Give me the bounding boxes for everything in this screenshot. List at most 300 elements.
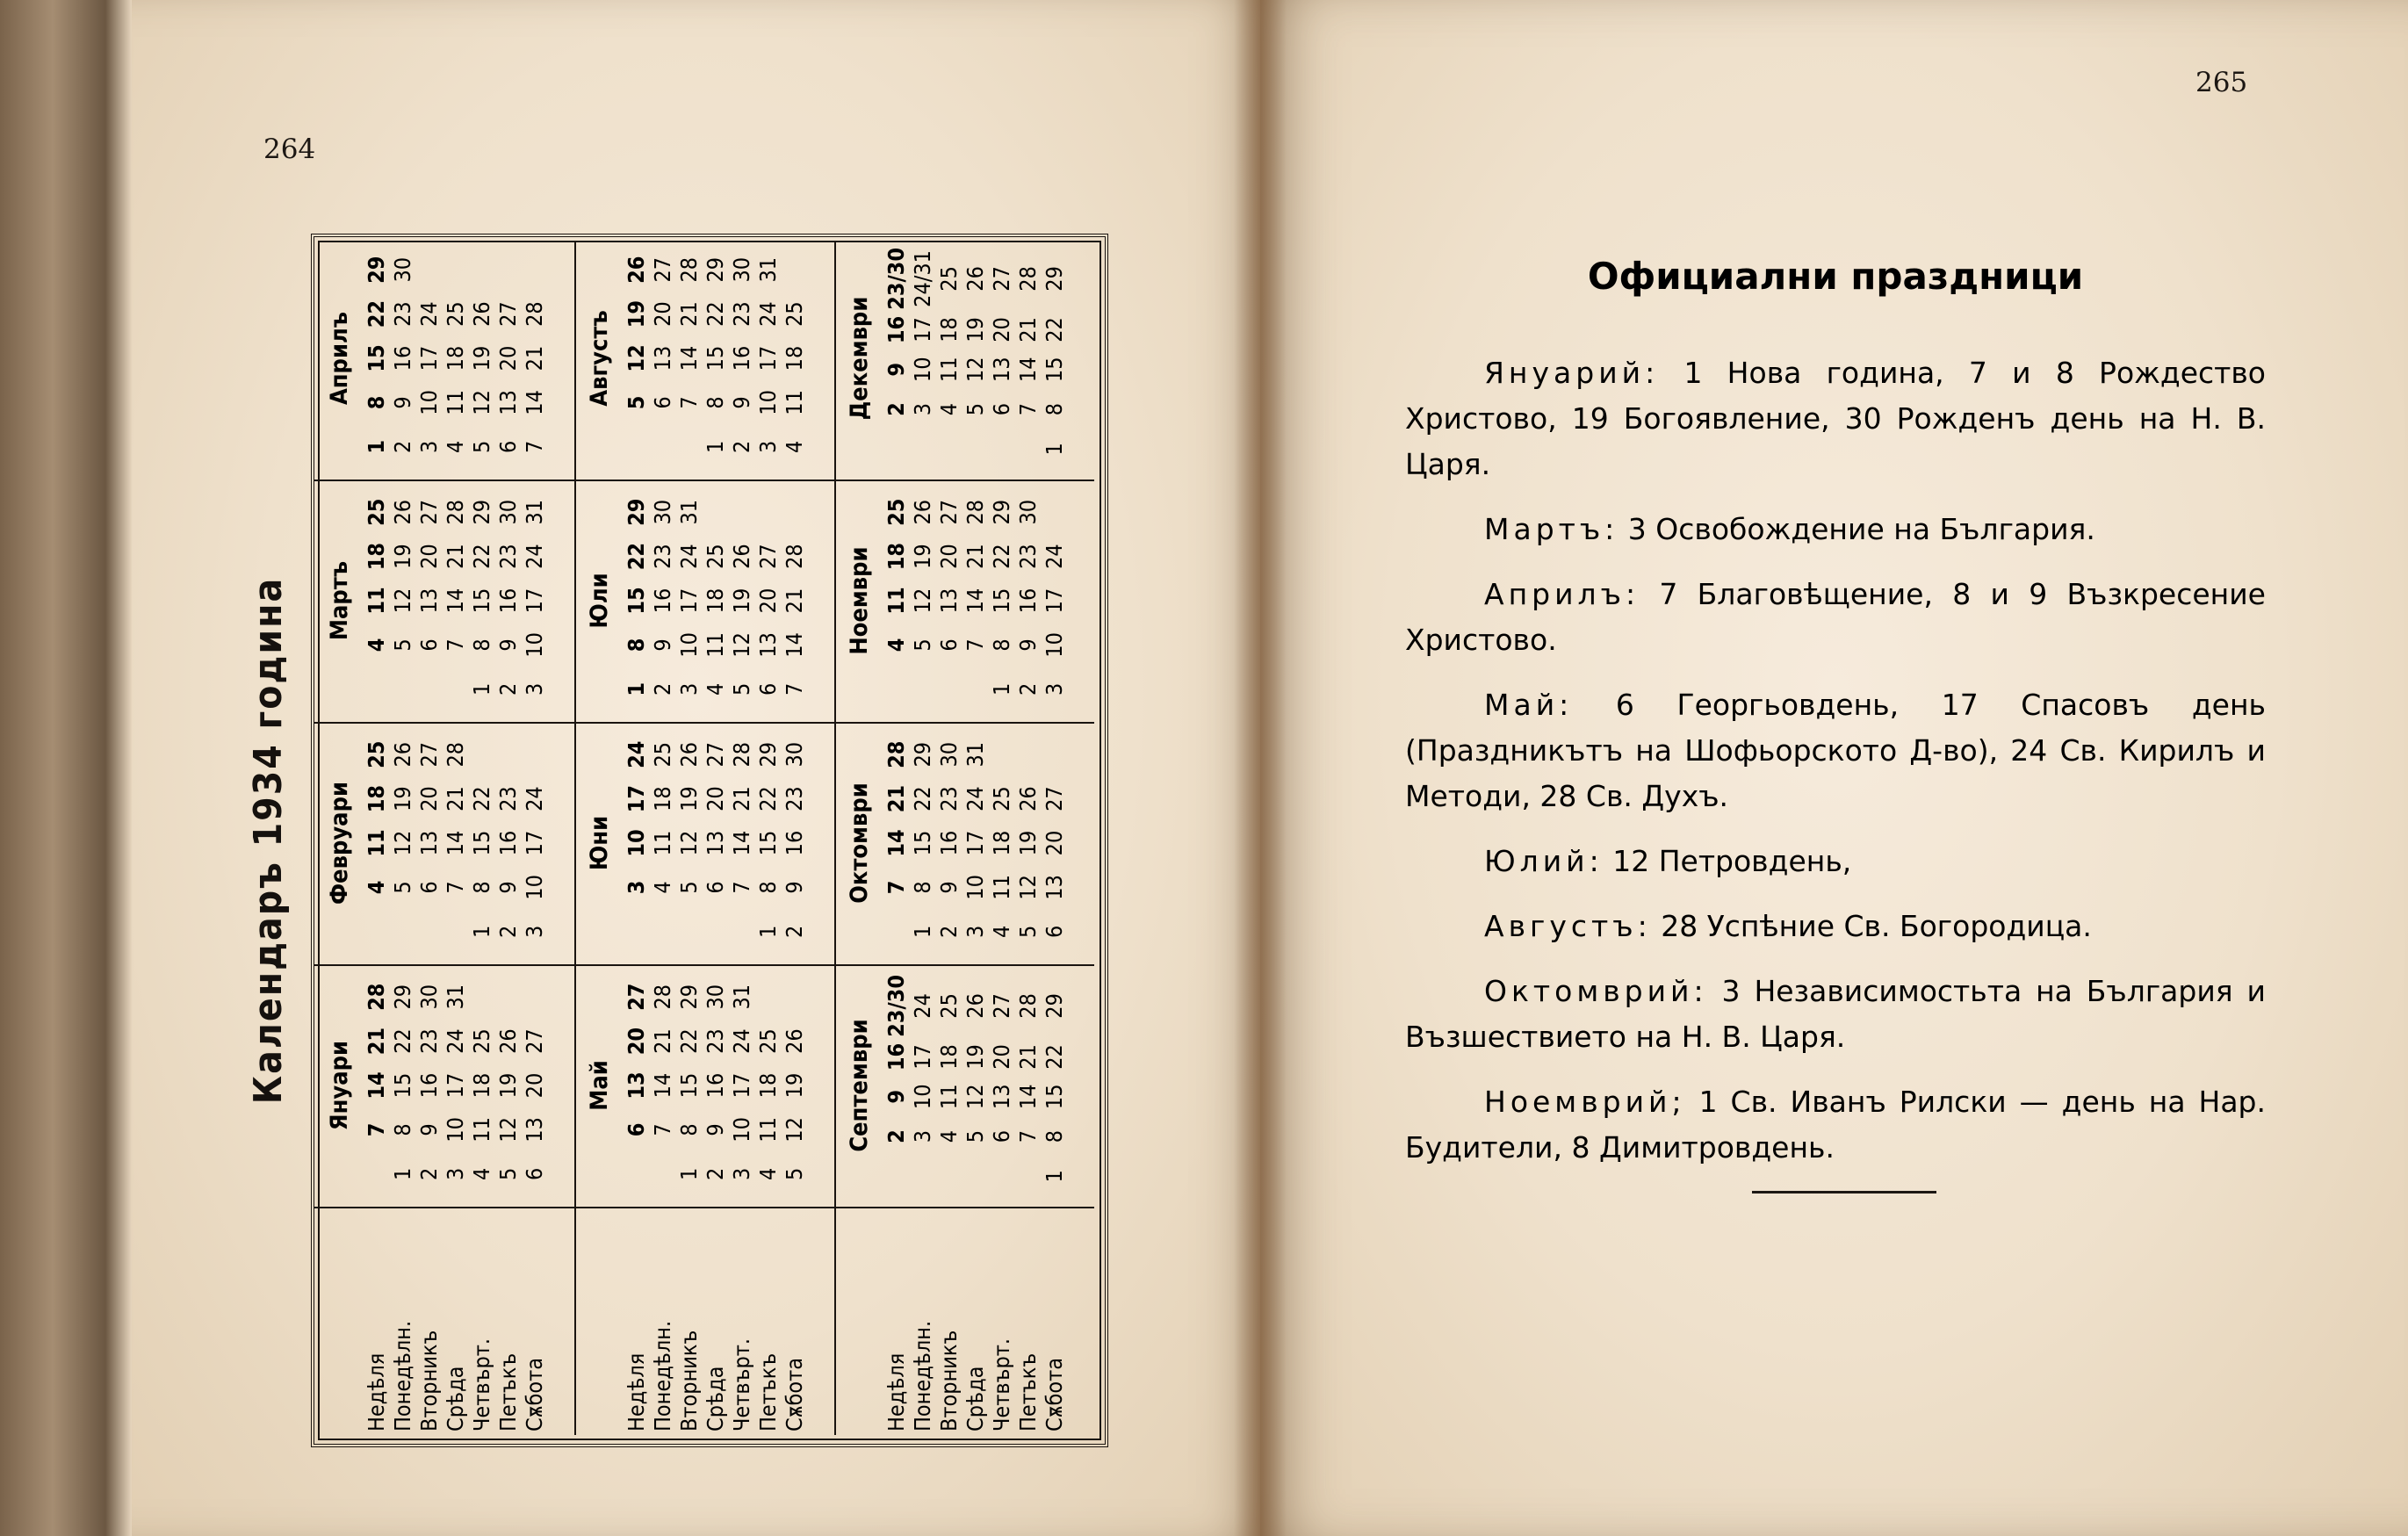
day-number <box>1042 490 1068 534</box>
column-divider <box>834 480 1094 481</box>
weekday-name: Понедѣлн. <box>390 1320 415 1431</box>
day-number: 5 <box>495 1167 521 1180</box>
day-number: 5 <box>910 638 935 652</box>
day-number: 28 <box>1015 266 1041 292</box>
day-number: 2 <box>650 682 675 696</box>
day-number: 17 <box>676 588 702 614</box>
day-number: 18 <box>703 588 728 614</box>
day-number: 19 <box>469 345 494 371</box>
day-number: 10 <box>416 390 442 415</box>
day-number: 14 <box>1015 1084 1041 1110</box>
day-number: 13 <box>650 345 675 371</box>
weekday-column <box>883 1212 1068 1431</box>
month-name: Декември <box>846 296 873 421</box>
day-number: 23 <box>495 544 521 569</box>
day-number: 22 <box>1042 1044 1067 1070</box>
day-number: 8 <box>703 396 728 409</box>
page-number-left: 264 <box>263 133 316 165</box>
day-number: 2 <box>390 440 415 453</box>
day-number: 5 <box>676 881 702 894</box>
day-number <box>390 910 416 954</box>
day-number: 6 <box>416 638 442 652</box>
day-number: 9 <box>782 881 807 894</box>
day-number <box>624 1152 650 1196</box>
day-number: 6 <box>989 1129 1014 1143</box>
day-number: 15 <box>755 830 781 856</box>
day-number: 7 <box>443 881 468 894</box>
day-number: 30 <box>390 256 415 283</box>
day-number: 9 <box>390 396 415 409</box>
day-number: 29 <box>624 498 649 526</box>
day-number: 7 <box>676 396 702 409</box>
day-number: 4 <box>755 1167 781 1180</box>
day-number: 8 <box>364 395 389 410</box>
day-number: 23 <box>495 786 521 811</box>
month-name: Юли <box>586 573 613 629</box>
day-number: 19 <box>390 786 415 811</box>
day-number: 8 <box>755 881 781 894</box>
day-number: 20 <box>989 317 1014 343</box>
day-number: 2 <box>416 1167 442 1180</box>
day-number: 28 <box>522 301 547 327</box>
day-number: 20 <box>650 301 675 327</box>
day-number: 27 <box>703 741 728 768</box>
official-holidays <box>1405 255 2266 1190</box>
day-number: 18 <box>650 786 675 811</box>
day-number: 1 <box>624 681 649 696</box>
holiday-entry <box>1405 572 2266 663</box>
day-number: 5 <box>962 402 988 416</box>
day-number: 17 <box>1042 588 1067 614</box>
day-number: 27 <box>650 256 675 283</box>
day-number: 11 <box>364 587 389 615</box>
month-days-grid <box>624 490 808 711</box>
day-number: 16 <box>1015 588 1041 614</box>
day-number <box>416 248 443 292</box>
day-number: 26 <box>962 993 988 1019</box>
day-number: 27 <box>989 266 1014 292</box>
day-number: 22 <box>676 1028 702 1054</box>
day-number: 10 <box>443 1117 468 1143</box>
day-number: 19 <box>1015 830 1041 856</box>
day-number <box>469 975 495 1019</box>
day-number: 15 <box>469 830 494 856</box>
day-number: 7 <box>1015 402 1041 416</box>
day-number: 12 <box>390 830 415 856</box>
day-number <box>883 1157 910 1196</box>
weekday-name: Петъкъ <box>1015 1352 1041 1431</box>
holiday-month: Ноемврий; <box>1484 1085 1686 1119</box>
day-number: 27 <box>624 983 649 1011</box>
day-number: 11 <box>650 830 675 856</box>
day-number: 10 <box>962 875 988 900</box>
weekday-column <box>364 1212 548 1431</box>
holiday-dates: 1 Св. Иванъ Рилски — день на Нар. Будители, 8 Димитровдень. <box>1405 1085 2266 1165</box>
holiday-entry <box>1405 682 2266 819</box>
day-number: 31 <box>729 984 754 1010</box>
holiday-dates: 6 Георгьовдень, 17 Спасовъ день (Праздникътъ на Шофьорското Д-во), 24 Св. Кирилъ и Методи, 28 Св. Духъ. <box>1405 688 2266 813</box>
day-number: 13 <box>989 357 1014 383</box>
holiday-entry <box>1405 507 2266 552</box>
weekday-name: Вторникъ <box>936 1330 962 1431</box>
day-number: 3 <box>443 1167 468 1180</box>
day-number: 16 <box>495 830 521 856</box>
day-number: 1 <box>703 440 728 453</box>
day-number: 25 <box>364 740 389 768</box>
weekday-name: Петъкъ <box>755 1352 781 1431</box>
day-number: 6 <box>624 1122 649 1137</box>
weekday-name: Срѣда <box>703 1366 728 1431</box>
day-number: 24 <box>522 544 547 569</box>
day-number: 7 <box>782 682 807 696</box>
day-number: 29 <box>1042 993 1067 1019</box>
day-number: 5 <box>782 1167 807 1180</box>
day-number: 28 <box>443 499 468 525</box>
day-number: 17 <box>729 1072 754 1099</box>
day-number <box>1015 1157 1042 1196</box>
day-number <box>495 975 522 1019</box>
day-number: 20 <box>936 544 962 569</box>
day-number: 1 <box>1042 443 1067 456</box>
day-number: 23 <box>782 786 807 811</box>
day-number: 8 <box>469 881 494 894</box>
month-days-grid <box>624 975 808 1196</box>
day-number <box>936 667 962 711</box>
holiday-dates: 3 Независимостьта на България и Възшествието на Н. В. Царя. <box>1405 974 2266 1054</box>
day-number: 12 <box>390 588 415 614</box>
day-number: 28 <box>364 983 389 1011</box>
day-number <box>962 1157 989 1196</box>
day-number: 22 <box>469 786 494 811</box>
day-number: 13 <box>989 1084 1014 1110</box>
holiday-month: Юлий: <box>1484 844 1604 878</box>
day-number: 14 <box>676 345 702 371</box>
day-number <box>883 667 910 711</box>
day-number: 27 <box>416 741 442 768</box>
month-days-grid <box>883 490 1068 711</box>
day-number: 21 <box>650 1028 675 1054</box>
day-number <box>962 667 989 711</box>
weekday-name: Сѫбота <box>782 1358 807 1431</box>
day-number: 4 <box>883 638 909 653</box>
day-number: 6 <box>495 440 521 453</box>
day-number: 25 <box>936 266 962 292</box>
weekday-name: Вторникъ <box>676 1330 702 1431</box>
day-number: 19 <box>676 786 702 811</box>
day-number: 12 <box>910 588 935 614</box>
day-number: 7 <box>522 440 547 453</box>
day-number: 7 <box>729 881 754 894</box>
day-number: 17 <box>443 1072 468 1099</box>
holiday-entry <box>1405 904 2266 949</box>
holiday-entry <box>1405 350 2266 487</box>
day-number: 12 <box>782 1117 807 1143</box>
holiday-entry <box>1405 969 2266 1060</box>
day-number: 20 <box>416 544 442 569</box>
day-number: 9 <box>1015 638 1041 652</box>
column-divider <box>574 964 834 966</box>
day-number: 1 <box>676 1167 702 1180</box>
weekday-name: Срѣда <box>962 1366 988 1431</box>
day-number: 17 <box>522 588 547 614</box>
day-number: 25 <box>936 993 962 1019</box>
day-number <box>782 975 808 1019</box>
day-number: 9 <box>495 638 521 652</box>
day-number: 12 <box>1015 875 1041 900</box>
day-number: 26 <box>495 1028 521 1054</box>
holiday-month: Априлъ: <box>1484 577 1640 611</box>
day-number: 9 <box>883 362 909 377</box>
day-number: 16 <box>416 1072 442 1099</box>
holidays-list <box>1405 350 2266 1171</box>
day-number: 13 <box>936 588 962 614</box>
day-number: 18 <box>469 1072 494 1099</box>
day-number <box>650 910 676 954</box>
day-number: 2 <box>703 1167 728 1180</box>
day-number: 8 <box>989 638 1014 652</box>
day-number: 22 <box>910 786 935 811</box>
month-name: Августъ <box>586 310 613 407</box>
day-number: 13 <box>624 1071 649 1100</box>
day-number: 20 <box>522 1072 547 1099</box>
day-number: 14 <box>883 829 909 857</box>
day-number: 28 <box>676 256 702 283</box>
day-number: 7 <box>364 1122 389 1137</box>
day-number: 18 <box>989 830 1014 856</box>
day-number: 26 <box>962 266 988 292</box>
book-gutter <box>1234 0 1287 1536</box>
day-number: 13 <box>703 830 728 856</box>
weekday-name: Четвърт. <box>469 1338 494 1431</box>
day-number: 6 <box>650 396 675 409</box>
day-number: 18 <box>364 784 389 813</box>
day-number: 17 <box>624 784 649 813</box>
day-number: 14 <box>650 1072 675 1099</box>
day-number: 28 <box>883 740 909 768</box>
day-number: 10 <box>1042 632 1067 658</box>
day-number: 3 <box>624 880 649 895</box>
day-number: 9 <box>936 881 962 894</box>
day-number: 20 <box>624 1027 649 1056</box>
day-number <box>703 490 729 534</box>
day-number <box>469 732 495 776</box>
day-number: 19 <box>624 299 649 328</box>
day-number: 30 <box>782 741 807 768</box>
day-number <box>650 425 676 469</box>
weekday-name: Недѣля <box>364 1352 389 1431</box>
day-number: 28 <box>650 984 675 1010</box>
day-number: 10 <box>910 1084 935 1110</box>
month-name: Ноември <box>846 546 873 655</box>
day-number: 7 <box>443 638 468 652</box>
day-number: 4 <box>469 1167 494 1180</box>
day-number: 25 <box>755 1028 781 1054</box>
day-number: 15 <box>624 587 649 615</box>
day-number: 13 <box>416 830 442 856</box>
day-number: 18 <box>936 317 962 343</box>
day-number: 29 <box>910 741 935 768</box>
day-number: 10 <box>755 390 781 415</box>
day-number <box>936 429 962 469</box>
day-number: 15 <box>364 344 389 372</box>
day-number: 8 <box>469 638 494 652</box>
holiday-dates: 3 Освобождение на България. <box>1619 512 2095 546</box>
month-days-grid <box>624 248 808 469</box>
day-number: 4 <box>650 881 675 894</box>
day-number <box>443 667 469 711</box>
day-number: 5 <box>729 682 754 696</box>
day-number: 16 <box>883 1042 909 1071</box>
day-number <box>1015 732 1042 776</box>
holidays-title: Официални праздници <box>1587 255 2084 298</box>
day-number: 29 <box>1042 266 1067 292</box>
day-number: 3 <box>416 440 442 453</box>
day-number: 16 <box>650 588 675 614</box>
day-number: 23 <box>936 786 962 811</box>
month-name: Февруари <box>326 782 353 905</box>
day-number: 17 <box>522 830 547 856</box>
day-number <box>729 910 755 954</box>
closing-rule <box>1752 1191 1936 1193</box>
day-number: 4 <box>936 402 962 416</box>
month-days-grid <box>883 975 1068 1196</box>
day-number: 3 <box>1042 682 1067 696</box>
day-number <box>364 1152 390 1196</box>
day-number <box>676 910 703 954</box>
weekday-name: Сѫбота <box>1042 1358 1067 1431</box>
day-number: 1 <box>364 439 389 454</box>
day-number: 21 <box>443 544 468 569</box>
day-number: 23 <box>703 1028 728 1054</box>
day-number: 21 <box>522 345 547 371</box>
day-number: 31 <box>522 499 547 525</box>
day-number <box>495 732 522 776</box>
day-number: 25 <box>443 301 468 327</box>
day-number: 9 <box>650 638 675 652</box>
weekday-name: Недѣля <box>883 1352 909 1431</box>
day-number: 15 <box>390 1072 415 1099</box>
day-number <box>624 910 650 954</box>
day-number: 11 <box>469 1117 494 1143</box>
day-number: 25 <box>703 544 728 569</box>
day-number: 30 <box>495 499 521 525</box>
day-number: 10 <box>522 632 547 658</box>
day-number: 29 <box>469 499 494 525</box>
day-number: 26 <box>390 499 415 525</box>
weekday-name: Понедѣлн. <box>910 1320 935 1431</box>
day-number <box>755 490 782 534</box>
month-days-grid <box>883 248 1068 469</box>
day-number: 12 <box>729 632 754 658</box>
day-number: 2 <box>883 402 909 416</box>
weekday-name: Срѣда <box>443 1366 468 1431</box>
day-number: 22 <box>703 301 728 327</box>
month-name: Априлъ <box>326 311 353 406</box>
day-number: 15 <box>910 830 935 856</box>
day-number: 22 <box>989 544 1014 569</box>
column-divider <box>574 480 834 481</box>
row-divider <box>574 242 576 1435</box>
month-days-grid <box>364 490 548 711</box>
day-number: 24 <box>729 1028 754 1054</box>
weekday-name: Четвърт. <box>729 1338 754 1431</box>
day-number <box>1042 732 1068 776</box>
weekday-column <box>624 1212 808 1431</box>
holiday-month: Октомврий: <box>1484 974 1708 1008</box>
day-number: 17 <box>755 345 781 371</box>
day-number: 7 <box>1015 1129 1041 1143</box>
day-number <box>495 248 522 292</box>
holiday-dates: 28 Успѣние Св. Богородица. <box>1651 909 2092 943</box>
day-number: 14 <box>364 1071 389 1100</box>
day-number: 24 <box>624 740 649 768</box>
column-divider <box>314 480 574 481</box>
day-number: 19 <box>962 317 988 343</box>
day-number: 1 <box>989 682 1014 696</box>
day-number: 31 <box>443 984 468 1010</box>
day-number: 10 <box>522 875 547 900</box>
day-number: 28 <box>443 741 468 768</box>
day-number: 1 <box>910 925 935 938</box>
day-number: 18 <box>782 345 807 371</box>
day-number: 2 <box>729 440 754 453</box>
day-number: 31 <box>962 741 988 768</box>
month-days-grid <box>364 732 548 954</box>
day-number: 21 <box>729 786 754 811</box>
day-number: 19 <box>495 1072 521 1099</box>
day-number <box>910 1157 936 1196</box>
day-number <box>989 732 1015 776</box>
day-number: 29 <box>390 984 415 1010</box>
day-number: 14 <box>1015 357 1041 383</box>
day-number: 3 <box>910 402 935 416</box>
column-divider <box>314 1207 574 1208</box>
holiday-entry <box>1405 1079 2266 1171</box>
day-number <box>416 910 443 954</box>
day-number: 20 <box>755 588 781 614</box>
day-number: 11 <box>782 390 807 415</box>
day-number: 30 <box>1015 499 1041 525</box>
day-number: 29 <box>989 499 1014 525</box>
day-number: 11 <box>989 875 1014 900</box>
holiday-month: Януарий: <box>1484 356 1660 390</box>
day-number: 19 <box>910 544 935 569</box>
calendar-frame <box>311 234 1108 1447</box>
day-number: 2 <box>495 925 521 938</box>
day-number: 17 <box>910 1044 935 1070</box>
holiday-month: Мартъ: <box>1484 512 1619 546</box>
day-number: 8 <box>1042 1129 1067 1143</box>
day-number: 26 <box>624 256 649 284</box>
day-number: 24 <box>962 786 988 811</box>
day-number: 22 <box>390 1028 415 1054</box>
day-number: 11 <box>883 587 909 615</box>
day-number: 22 <box>469 544 494 569</box>
day-number <box>883 429 910 469</box>
day-number: 23 <box>390 301 415 327</box>
day-number: 8 <box>624 638 649 653</box>
weekday-name: Петъкъ <box>495 1352 521 1431</box>
column-divider <box>834 1207 1094 1208</box>
day-number: 23 <box>1015 544 1041 569</box>
day-number: 2 <box>495 682 521 696</box>
day-number <box>936 1157 962 1196</box>
day-number: 21 <box>782 588 807 614</box>
day-number: 4 <box>782 440 807 453</box>
column-divider <box>574 1207 834 1208</box>
day-number: 24 <box>1042 544 1067 569</box>
day-number: 25 <box>650 741 675 768</box>
